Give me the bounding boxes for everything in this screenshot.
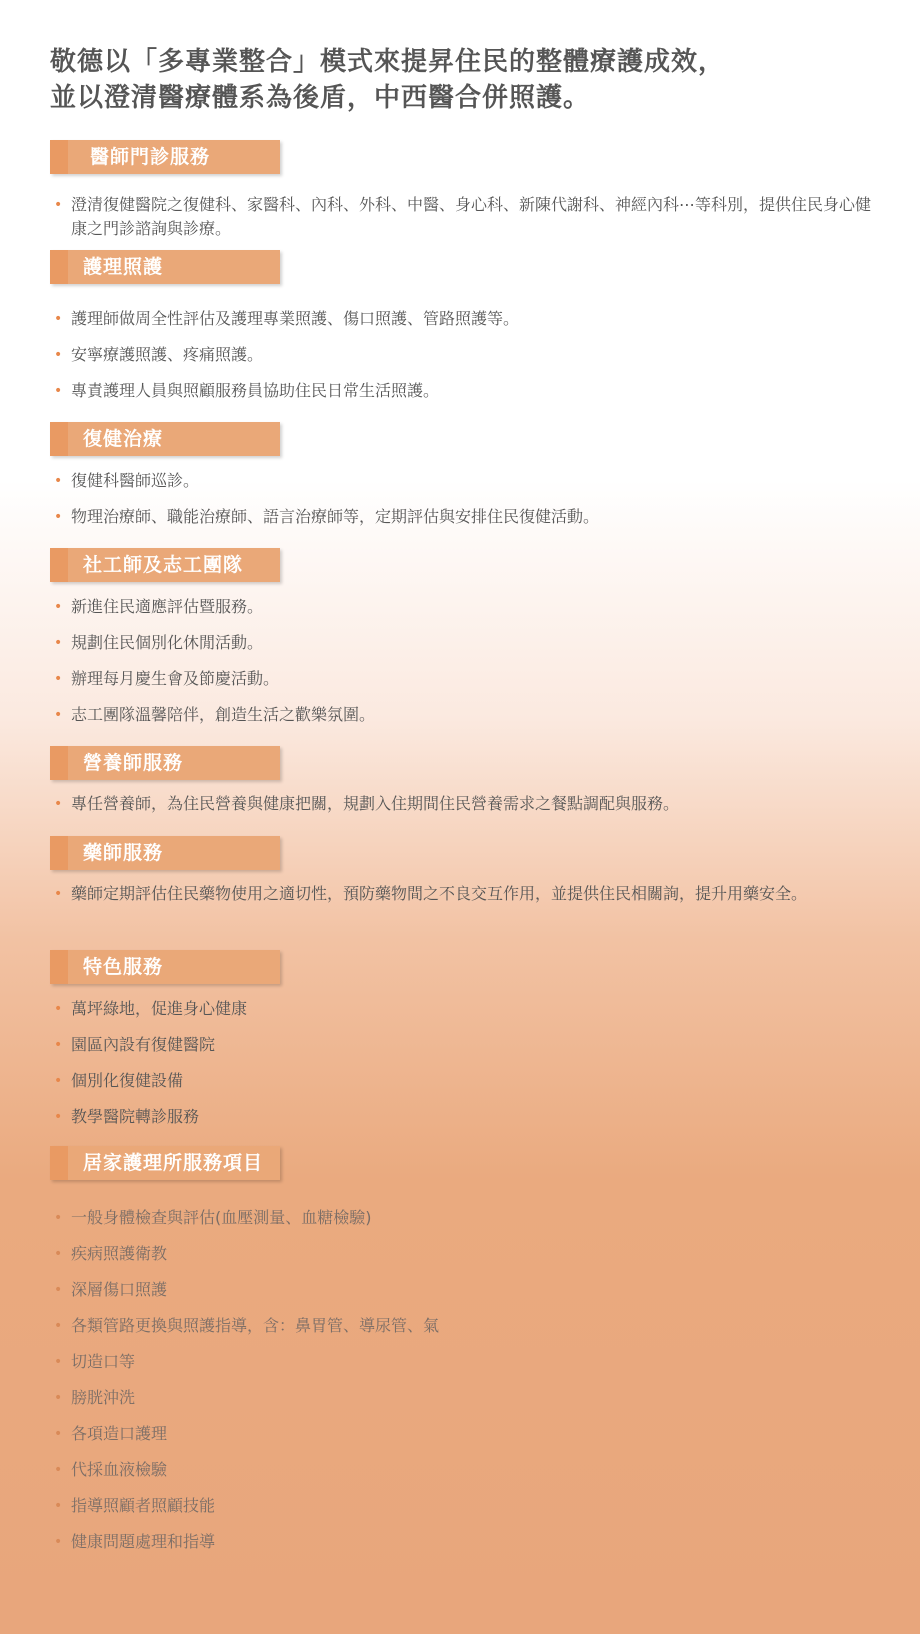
list-item: • 藥師定期評估住民藥物使用之適切性，預防藥物間之不良交互作用，並提供住民相關詢，提升用藥安全。 [50,882,840,906]
bullet-dot-icon: • [54,509,63,525]
bullet-dot-icon: • [54,473,63,489]
section-list-nutrition [50,792,880,828]
bullet-dot-icon: • [54,1318,63,1334]
list-item: • 園區內設有復健醫院 [50,1033,880,1057]
bullet-dot-icon: • [54,599,63,615]
section-tab-accent [50,422,68,456]
section-title: 居家護理所服務項目 [83,1152,264,1174]
bullet-dot-icon: • [54,1001,63,1017]
section-header-rehabilitation [50,422,280,456]
bullet-dot-icon: • [54,707,63,723]
section-tab-accent [50,836,68,870]
bullet-dot-icon: • [54,311,63,327]
list-item: • 切造口等 [50,1350,880,1374]
section-header-nursing-care [50,250,280,284]
list-item: • 新進住民適應評估暨服務。 [50,595,880,619]
list-item: • 辦理每月慶生會及節慶活動。 [50,667,880,691]
bullet-dot-icon: • [54,1282,63,1298]
intro-line-2: 並以澄清醫療體系為後盾，中西醫合併照護。 [50,83,591,113]
list-item: • 深層傷口照護 [50,1278,880,1302]
section-title: 醫師門診服務 [90,146,211,168]
section-title: 社工師及志工團隊 [83,554,244,576]
section-list-home-nursing [50,1206,880,1566]
list-item: • 護理師做周全性評估及護理專業照護、傷口照護、管路照護等。 [50,307,880,331]
section-list-social-work [50,595,880,739]
list-item: • 澄清復健醫院之復健科、家醫科、內科、外科、中醫、身心科、新陳代謝科、神經內科⋯等科別，提供住民身心健康之門診諮詢與診療。 [54,195,872,238]
section-header-pharmacy [50,836,280,870]
list-item: • 一般身體檢查與評估(血壓測量、血糖檢驗) [50,1206,880,1230]
bullet-dot-icon: • [54,383,63,399]
bullet-dot-icon: • [54,1498,63,1514]
list-item: • 規劃住民個別化休閒活動。 [50,631,880,655]
bullet-dot-icon: • [54,796,63,812]
section-tab-accent [50,1146,68,1180]
bullet-dot-icon: • [54,1390,63,1406]
intro-heading [50,44,850,116]
list-item: • 健康問題處理和指導 [50,1530,880,1554]
section-header-doctor-clinic [50,140,280,174]
section-title: 特色服務 [83,956,164,978]
bullet-dot-icon: • [54,347,63,363]
bullet-dot-icon: • [54,1534,63,1550]
section-header-nutrition [50,746,280,780]
bullet-dot-icon: • [54,1246,63,1262]
bullet-dot-icon: • [54,1462,63,1478]
list-item: • 指導照顧者照顧技能 [50,1494,880,1518]
section-header-social-work [50,548,280,582]
bullet-dot-icon: • [54,1354,63,1370]
section-tab-accent [50,746,68,780]
section-list-rehabilitation [50,469,880,541]
bullet-dot-icon: • [54,197,63,213]
bullet-dot-icon: • [54,1210,63,1226]
section-header-home-nursing [50,1146,280,1180]
bullet-dot-icon: • [54,1073,63,1089]
bullet-dot-icon: • [54,886,63,902]
list-item: • 安寧療護照護、疼痛照護。 [50,343,880,367]
list-item: • 萬坪綠地，促進身心健康 [50,997,880,1021]
list-item: • 膀胱沖洗 [50,1386,880,1410]
bullet-dot-icon: • [54,1109,63,1125]
section-tab-accent [50,950,68,984]
section-tab-accent [50,140,68,174]
list-item: • 物理治療師、職能治療師、語言治療師等，定期評估與安排住民復健活動。 [50,505,880,529]
section-list-doctor-clinic [50,193,880,253]
list-item: • 個別化復健設備 [50,1069,880,1093]
list-item: • 專任營養師，為住民營養與健康把關，規劃入住期間住民營養需求之餐點調配與服務。 [50,792,880,816]
section-header-featured-services [50,950,280,984]
list-item: • 代採血液檢驗 [50,1458,880,1482]
section-list-nursing-care [50,307,880,415]
section-list-featured-services [50,997,880,1141]
list-item: • 各項造口護理 [50,1422,880,1446]
list-item: • 專責護理人員與照顧服務員協助住民日常生活照護。 [50,379,880,403]
intro-line-1: 敬德以「多專業整合」模式來提昇住民的整體療護成效， [50,47,726,77]
bullet-dot-icon: • [54,1037,63,1053]
list-item: • 各類管路更換與照護指導，含：鼻胃管、導尿管、氣 [50,1314,880,1338]
bullet-dot-icon: • [54,635,63,651]
section-list-pharmacy [50,882,840,918]
section-title: 藥師服務 [83,842,164,864]
section-title: 護理照護 [83,256,164,278]
list-item: • 疾病照護衛教 [50,1242,880,1266]
list-item: • 志工團隊溫馨陪伴，創造生活之歡樂氛圍。 [50,703,880,727]
bullet-dot-icon: • [54,671,63,687]
section-title: 復健治療 [83,428,164,450]
section-tab-accent [50,548,68,582]
bullet-dot-icon: • [54,1426,63,1442]
list-item: • 教學醫院轉診服務 [50,1105,880,1129]
section-tab-accent [50,250,68,284]
section-title: 營養師服務 [83,752,184,774]
list-item: • 復健科醫師巡診。 [50,469,880,493]
